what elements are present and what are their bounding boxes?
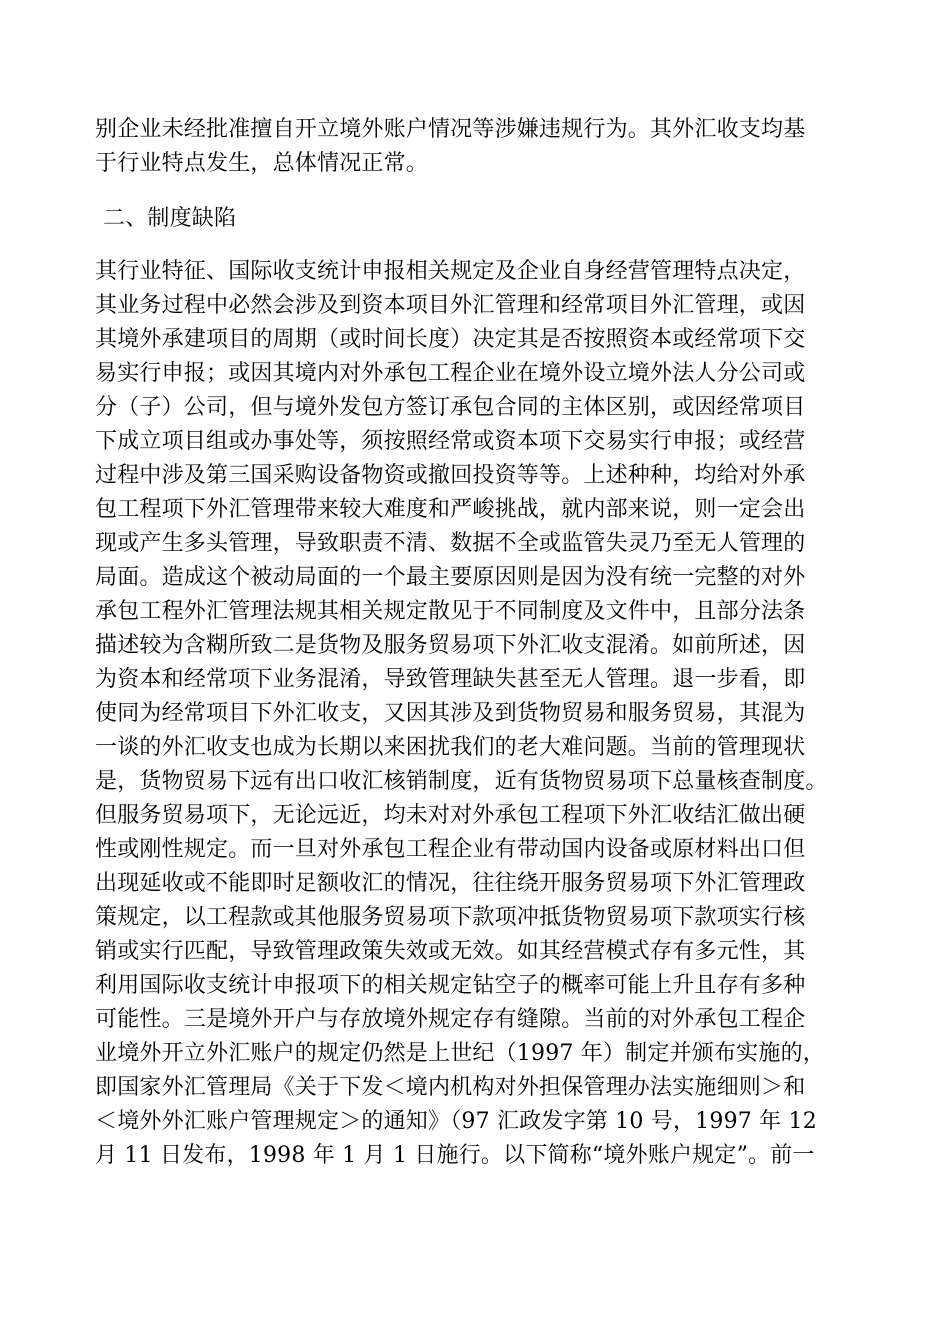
paragraph-line: 策规定，以工程款或其他服务贸易项下款项冲抵货物贸易项下款项实行核 — [95, 905, 806, 930]
paragraph-line: 出现延收或不能即时足额收汇的情况，往往绕开服务贸易项下外汇管理政 — [95, 871, 806, 896]
paragraph-line: 分（子）公司，但与境外发包方签订承包合同的主体区别，或因经常项目 — [95, 395, 806, 420]
paragraph-line: 但服务贸易项下，无论远近，均未对对外承包工程项下外汇收结汇做出硬 — [95, 803, 806, 828]
section-heading: 二、制度缺陷 — [103, 206, 237, 231]
paragraph-line: 业境外开立外汇账户的规定仍然是上世纪（1997 年）制定并颁布实施的， — [95, 1041, 825, 1066]
paragraph-line: 描述较为含糊所致二是货物及服务贸易项下外汇收支混淆。如前所述，因 — [95, 633, 806, 658]
paragraph-line: 于行业特点发生，总体情况正常。 — [95, 151, 429, 176]
paragraph-line: 局面。造成这个被动局面的一个最主要原因则是因为没有统一完整的对外 — [95, 565, 806, 590]
paragraph-line: 使同为经常项目下外汇收支，又因其涉及到货物贸易和服务贸易，其混为 — [95, 701, 806, 726]
paragraph-line: 别企业未经批准擅自开立境外账户情况等涉嫌违规行为。其外汇收支均基 — [95, 117, 806, 142]
paragraph-line: 为资本和经常项下业务混淆，导致管理缺失甚至无人管理。退一步看，即 — [95, 667, 806, 692]
paragraph-line: 其行业特征、国际收支统计申报相关规定及企业自身经营管理特点决定， — [95, 259, 806, 284]
paragraph-line: 包工程项下外汇管理带来较大难度和严峻挑战，就内部来说，则一定会出 — [95, 497, 806, 522]
paragraph-line: ＜境外外汇账户管理规定＞的通知》（97 汇政发字第 10 号，1997 年 12 — [95, 1109, 817, 1134]
paragraph-line: 性或刚性规定。而一旦对外承包工程企业有带动国内设备或原材料出口但 — [95, 837, 806, 862]
paragraph-line: 下成立项目组或办事处等，须按照经常或资本项下交易实行申报；或经营 — [95, 429, 806, 454]
paragraph-line: 过程中涉及第三国采购设备物资或撤回投资等等。上述种种，均给对外承 — [95, 463, 806, 488]
paragraph-line: 可能性。三是境外开户与存放境外规定存有缝隙。当前的对外承包工程企 — [95, 1007, 806, 1032]
paragraph-line: 月 11 日发布，1998 年 1 月 1 日施行。以下简称“境外账户规定”。前一 — [95, 1143, 815, 1168]
paragraph-line: 一谈的外汇收支也成为长期以来困扰我们的老大难问题。当前的管理现状 — [95, 735, 806, 760]
paragraph-line: 是，货物贸易下远有出口收汇核销制度，近有货物贸易项下总量核查制度。 — [95, 769, 828, 794]
paragraph-line: 利用国际收支统计申报项下的相关规定钻空子的概率可能上升且存有多种 — [95, 973, 806, 998]
paragraph-line: 其境外承建项目的周期（或时间长度）决定其是否按照资本或经常项下交 — [95, 327, 806, 352]
paragraph-line: 承包工程外汇管理法规其相关规定散见于不同制度及文件中，且部分法条 — [95, 599, 806, 624]
paragraph-line: 即国家外汇管理局《关于下发＜境内机构对外担保管理办法实施细则＞和 — [95, 1075, 806, 1100]
paragraph-line: 其业务过程中必然会涉及到资本项目外汇管理和经常项目外汇管理，或因 — [95, 293, 806, 318]
paragraph-line: 现或产生多头管理，导致职责不清、数据不全或监管失灵乃至无人管理的 — [95, 531, 806, 556]
paragraph-line: 销或实行匹配，导致管理政策失效或无效。如其经营模式存有多元性，其 — [95, 939, 806, 964]
paragraph-line: 易实行申报；或因其境内对外承包工程企业在境外设立境外法人分公司或 — [95, 361, 806, 386]
